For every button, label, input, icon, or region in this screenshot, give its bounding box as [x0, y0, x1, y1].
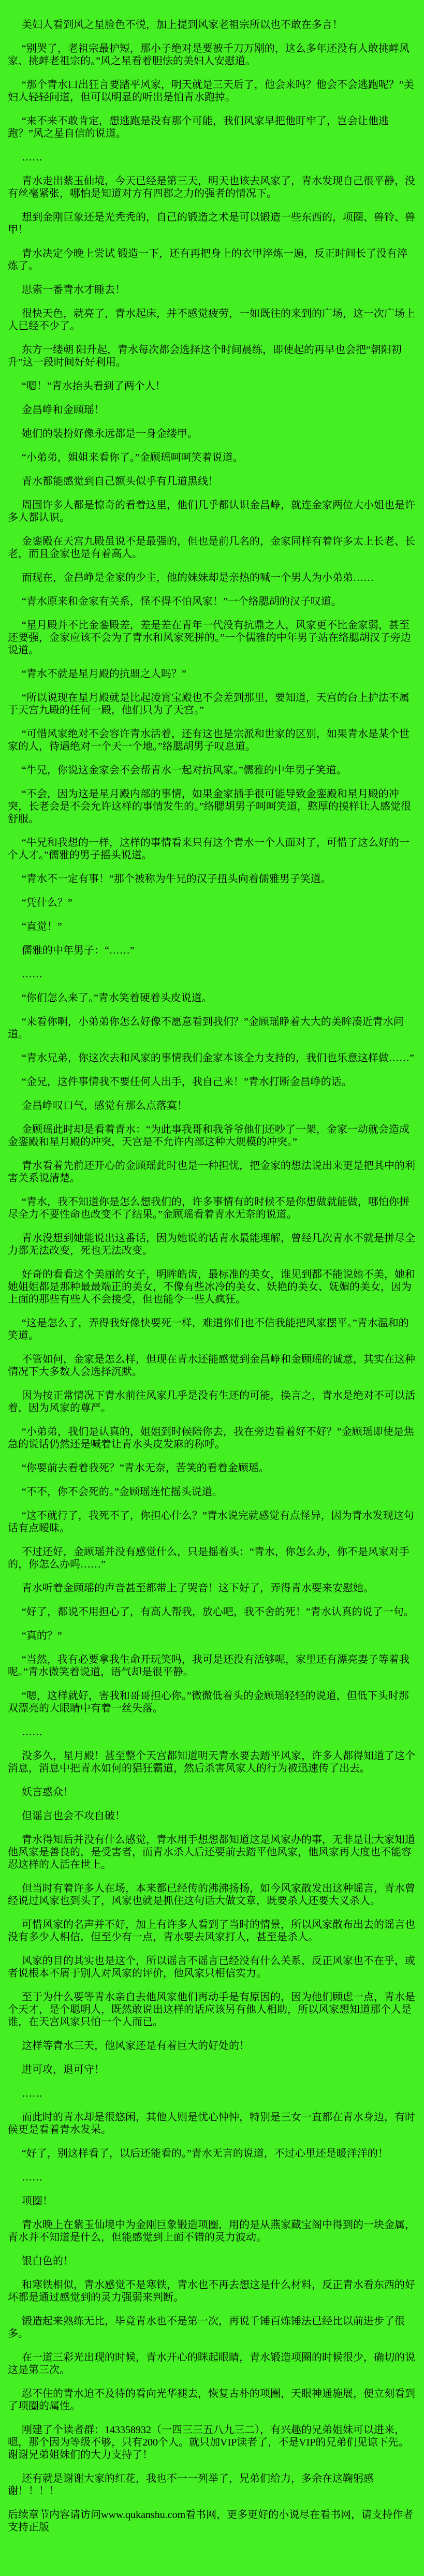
paragraph: “这是怎么了，弄得我好像快要死一样，难道你们也不信我能把风家摆平。”青水温和的笑道。: [8, 1318, 409, 1341]
paragraph: 很快天色，就亮了，青水起床，并不感觉疲劳，一如既往的来到的广场，这一次广场上人已经不少了。: [8, 308, 415, 332]
paragraph: “青水不就是星月殿的抗鼎之人吗？”: [22, 668, 186, 680]
paragraph: 金昌峥叹口气，感觉有那么点落寞！: [22, 1100, 187, 1111]
paragraph: “青水兄弟，你这次去和风家的事情我们金家本该全力支持的，我们也乐意这样做……”: [22, 1052, 414, 1064]
paragraph: 刚建了个读者群：143358932（一四三三五八九三二），有兴趣的兄弟姐妹可以进来，嗯，那个因为等级不够，只有200个人。就只加VIP读者了，不是VIP的兄弟们见谅下先。谢谢兄弟姐妹们的大力支持了！: [8, 2424, 409, 2461]
paragraph: 而现在，金昌峥是金家的少主，他的妹妹却是亲热的喊一个男人为小弟弟……: [22, 572, 374, 583]
paragraph: 忍不住的青水迫不及待的看向光华褪去，恢复古朴的项圈，天眼神通施展，便立刻看到了项圈的属性。: [8, 2388, 415, 2412]
paragraph: “不不，你不会死的。”金顾瑶连忙摇头说道。: [22, 1486, 223, 1498]
paragraph: “好了，别这样看了，以后还能看的。”青水无言的说道，不过心里还是暖洋洋的！: [22, 2148, 388, 2159]
paragraph: “星月殿并不比金銮殿差，差是差在青年一代没有抗鼎之人，风家更不比金家弱，甚至还要强，金家应该不会为了青水和风家死拼的。”一个儒雅的中年男子站在络腮胡汉子旁边说道。: [8, 620, 411, 656]
paragraph: “牛兄和我想的一样，这样的事情看来只有这个青水一个人面对了，可惜了这么好的一个人才。”儒雅的男子摇头说道。: [8, 837, 410, 861]
paragraph: 但谣言也会不攻自破！: [22, 1810, 125, 1822]
paragraph: 没多久，星月殿！甚至整个天宫都知道明天青水要去踏平风家，许多人都得知道了这个消息，消息中把青水如何的猖狂霸道，然后杀害风家人的行为被迅速传了出去。: [8, 1750, 415, 1774]
paragraph: 金顾瑶此时却是看着青水：“为此事我哥和我爷爷他们还吵了一架，金家一动就会造成金銮殿和星月殿的冲突，天宫是不允许内部这种大规模的冲突。”: [8, 1124, 410, 1148]
paragraph: 但当时有着许多人在场，本来都已经传的沸沸扬扬，如今风家散发出这种谣言，青水曾经说过风家也到头了，风家也就是抓住这句话大做文章，既要杀人还要大义杀人。: [8, 1883, 415, 1907]
paragraph: 美妇人看到风之星脸色不悦，加上提到风家老祖宗所以也不敢在多言！: [22, 19, 343, 31]
paragraph: 这样等青水三天，他风家还是有着巨大的好处的！: [22, 2040, 250, 2052]
paragraph: 风家的目的其实也是这个，所以谣言不谣言已经没有什么关系，反正风家也不在乎，或者说根本不屑于别人对风家的评价，他风家只相信实力。: [8, 1955, 415, 1979]
paragraph: “不会，因为这是星月殿内部的事情，如果金家插手很可能导致金銮殿和星月殿的冲突，长老会是不会允许这样的事情发生的。”络腮胡男子呵呵笑道，憨厚的摸样让人感觉很舒服。: [8, 788, 411, 825]
paragraph: “所以说现在星月殿就是比起凌霄宝殿也不会差到那里，要知道，天宫的台上护法不属于天宫九殿的任何一殿，他们只为了天宫。”: [8, 692, 410, 716]
paragraph: ……: [22, 2172, 42, 2183]
paragraph: 青水得知后并没有什么感觉，青水用手想想都知道这是风家办的事，无非是让大家知道他风家是善良的，是受害者，而青水杀人后还要前去踏平他风家，他风家再大度也不能容忍这样的人活在世上。: [8, 1834, 415, 1870]
paragraph: “这不就行了，我死不了，你担心什么？”青水说完就感觉有点怪异，因为青水发现这句话有点暧昧。: [8, 1510, 414, 1534]
paragraph: 后续章节内容请访问www.qukanshu.com看书网，更多更好的小说尽在看书网，请支持作者支持正版: [8, 2509, 414, 2533]
paragraph: 金昌峥和金顾瑶！: [22, 404, 105, 416]
paragraph: 因为按正常情况下青水前往风家几乎是没有生还的可能，换言之，青水是绝对不可以活着，因为风家的尊严。: [8, 1390, 415, 1414]
paragraph: 东方一缕朝 阳升起，青水每次都会选择这个时间晨练，即使起的再早也会把“朝阳初升”这一段时间好好利用。: [8, 344, 402, 368]
paragraph: “你们怎么来了。”青水笑着硬着头皮说道。: [22, 992, 212, 1004]
paragraph: “来不来不敢肯定，想逃跑是没有那个可能，我们风家早把他盯牢了，岂会让他逃跑？”风之星自信的说道。: [8, 115, 389, 139]
paragraph: “小弟弟，我们是认真的，姐姐到时候陪你去，我在旁边看着好不好？”金顾瑶即使是焦急的说话仍然还是喊着让青水头皮发麻的称呼。: [8, 1426, 414, 1450]
paragraph: 还有就是谢谢大家的红花，我也不一一列举了，兄弟们给力，多余在这鞠躬感谢！！！！: [8, 2473, 374, 2497]
paragraph: 不过还好，金顾瑶并没有感觉什么，只是摇着头：“青水，你怎么办，你不是风家对手的，你怎么办吗……”: [8, 1546, 410, 1570]
paragraph: 青水没想到她能说出这番话，因为她说的话青水最能理解，曾经几次青水不就是拼尽全力都无法改变，死也无法改变。: [8, 1233, 415, 1256]
paragraph: “青水原来和金家有关系，怪不得不怕风家！”一个络腮胡的汉子叹道。: [22, 596, 342, 607]
paragraph: ……: [22, 2088, 42, 2099]
paragraph: “那个青水口出狂言要踏平风家，明天就是三天后了，他会来吗？他会不会逃跑呢？”美妇人轻轻问道，但可以明显的听出是怕青水跑掉。: [8, 79, 414, 103]
paragraph: 青水晚上在紫玉仙境中为金刚巨象锻造项圈，用的是从燕家藏宝阁中得到的一块金属，青水并不知道是什么，但能感觉到上面不错的灵力波动。: [8, 2219, 415, 2243]
paragraph: 不管如何，金家是怎么样，但现在青水还能感觉到金昌峥和金顾瑶的诚意，其实在这种情况下大多数人会选择沉默。: [8, 1354, 415, 1378]
paragraph: “牛兄，你说这金家会不会帮青水一起对抗风家。”儒雅的中年男子笑道。: [22, 765, 347, 776]
paragraph: 锻造起来熟练无比，毕竟青水也不是第一次，再说千锤百炼锤法已经比以前进步了很多。: [8, 2316, 405, 2339]
paragraph: 妖言惑众！: [22, 1787, 74, 1798]
novel-text: [8, 19, 417, 2534]
paragraph: 想到金刚巨象还是光秃秃的，自己的锻造之术是可以锻造一些东西的，项圈、兽铃、兽甲！: [8, 212, 415, 236]
paragraph: 青水都能感觉到自己额头似乎有几道黑线！: [22, 476, 218, 487]
paragraph: 进可攻，退可守！: [22, 2064, 105, 2075]
paragraph: ……: [22, 1726, 42, 1738]
paragraph: “小弟弟，姐姐来看你了。”金顾瑶呵呵笑着说道。: [22, 452, 243, 463]
paragraph: ……: [22, 152, 42, 163]
paragraph: 而此时的青水却是很悠闲，其他人则是忧心忡忡，特别是三女一直都在青水身边，有时候更是看着青水发呆。: [8, 2112, 415, 2135]
paragraph: 思索一番青水才睡去！: [22, 284, 125, 296]
paragraph: “嗯！”青水抬头看到了两个人！: [22, 380, 166, 392]
paragraph: 好奇的看看这个美丽的女子，明眸皓齿，最标准的美女，谁见到都不能说她不美，她和她姐姐都是那种最最端正的美女，不像有些冰冷的美女、妖艳的美女、妩媚的美女，因为上面的那些有些人不会接受，但也能令一些人疯狂。: [8, 1269, 415, 1305]
paragraph: 青水走出紫玉仙境，今天已经是第三天，明天也该去风家了，青水发现自己很平静，没有丝毫紧张，哪怕是知道对方有四郡之力的强者的情况下。: [8, 175, 415, 199]
paragraph: 银白色的！: [22, 2256, 74, 2267]
paragraph: “真的？”: [22, 1630, 62, 1642]
paragraph: “金兄，这件事情我不要任何人出手，我自己来！”青水打断金昌峥的话。: [22, 1076, 352, 1088]
paragraph: ……: [22, 969, 42, 980]
paragraph: “可惜风家绝对不会容许青水活着，还有这也是宗派和世家的区别，如果青水是某个世家的人，待遇绝对一个天一个地。”络腮胡男子叹息道。: [8, 728, 410, 752]
paragraph: “嗯，这样就好，害我和哥哥担心你。”微微低着头的金顾瑶轻轻的说道，但低下头时那双漂亮的大眼睛中有着一丝失落。: [8, 1690, 409, 1714]
paragraph: “别哭了，老祖宗最护短，那小子绝对是要被千刀万剐的，这么多年还没有人敢挑衅风家、挑衅老祖宗的。”风之星看着胆怯的美妇人安慰道。: [8, 43, 410, 67]
paragraph: “直觉！”: [22, 921, 62, 932]
paragraph: “青水不一定有事！”那个被称为牛兄的汉子扭头向着儒雅男子笑道。: [22, 873, 331, 885]
paragraph: 金銮殿在天宫九殿虽说不是最强的，但也是前几名的，金家同样有着许多太上长老、长老，而且金家也是有着高人。: [8, 536, 415, 560]
paragraph: 在一道三彩光出现的时候，青水开心的眯起眼睛，青水锻造项圈的时候很少，确切的说这是第三次。: [8, 2352, 415, 2376]
paragraph: 项圈！: [22, 2196, 53, 2207]
paragraph: “凭什么？”: [22, 897, 72, 909]
paragraph: 周围许多人都是惊奇的看着这里，他们几乎都认识金昌峥，就连金家两位大小姐也是许多人都认识。: [8, 500, 415, 523]
paragraph: 和寒铁相似，青水感觉不是寒铁，青水也不再去想这是什么材料，反正青水看东西的好坏都是通过感觉到的灵力强弱来判断。: [8, 2279, 415, 2303]
paragraph: “你要前去看着我死？”青水无奈，苦笑的看着金顾瑶。: [22, 1462, 269, 1474]
paragraph: “来看你啊，小弟弟你怎么好像不愿意看到我们？”金顾瑶睁着大大的美眸凑近青水问道。: [8, 1016, 404, 1040]
paragraph: 青水决定今晚上尝试 锻造一下，还有再把身上的衣甲淬炼一遍，反正时间长了没有淬炼了。: [8, 248, 407, 272]
paragraph: “当然，我有必要拿我生命开玩笑吗，我可是还没有活够呢，家里还有漂亮妻子等着我呢。”青水微笑着说道，语气却是很平静。: [8, 1654, 410, 1678]
paragraph: 青水看着先前还开心的金顾瑶此时也是一种担忧，把金家的想法说出来更是把其中的利害关系说清楚。: [8, 1160, 415, 1184]
paragraph: 至于为什么要等青水亲自去他风家他们再动手是有原因的，因为他们顾虑一点，青水是个天才，是个聪明人，既然敢说出这样的话应该另有他人相助，所以风家想知道那个人是谁，在天宫风家只怕一个人而已。: [8, 1992, 415, 2028]
paragraph: 青水听着金顾瑶的声音甚至都带上了哭音！这下好了，弄得青水要来安慰她。: [22, 1583, 374, 1594]
paragraph: 她们的装扮好像永远都是一身金缕甲。: [22, 428, 198, 440]
paragraph: 儒雅的中年男子：“……”: [22, 945, 135, 956]
paragraph: 可惜风家的名声并不好，加上有许多人看到了当时的情景，所以风家散布出去的谣言也没有多少人相信，但至少有一点，青水要去风家打人，甚至是杀人。: [8, 1919, 415, 1943]
paragraph: “青水，我不知道你是怎么想我们的，许多事情有的时候不是你想做就能做，哪怕你拼尽全力不要性命也改变不了结果。”金顾瑶看着青水无奈的说道。: [8, 1196, 410, 1220]
paragraph: “好了，都说不用担心了，有高人帮我，放心吧，我不舍的死！”青水认真的说了一句。: [22, 1606, 414, 1618]
